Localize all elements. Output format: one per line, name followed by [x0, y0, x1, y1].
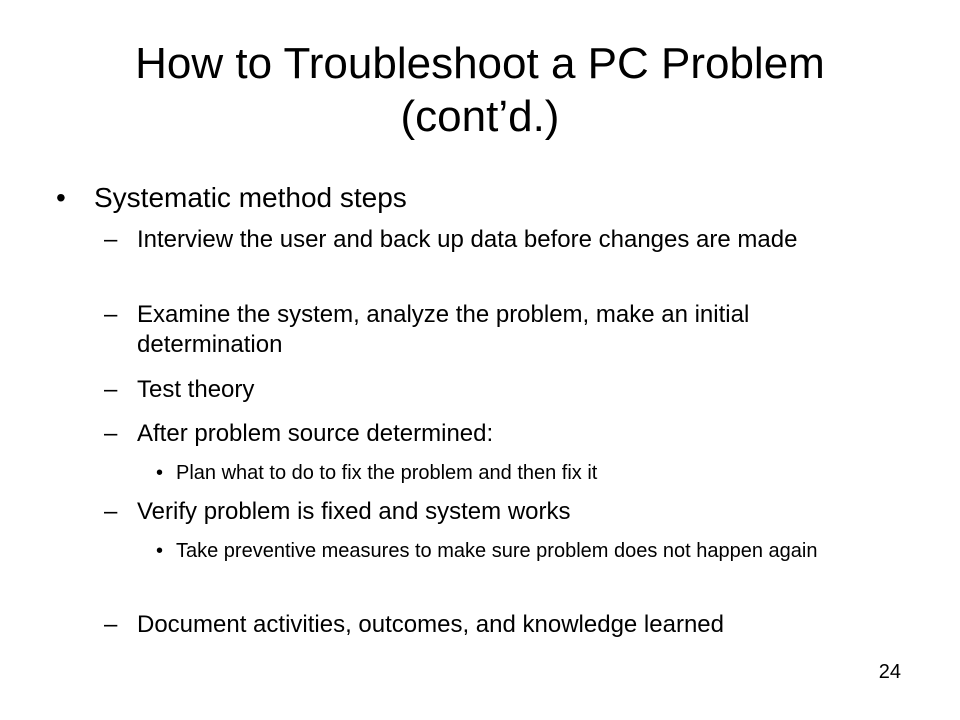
page-number: 24 [878, 661, 901, 683]
step-text: Test theory [137, 376, 255, 403]
step-text: Interview the user and back up data before changes are made [137, 226, 798, 253]
bullet-marker: • [56, 182, 66, 213]
slide-title [60, 37, 900, 143]
dash-marker: – [104, 611, 118, 638]
sub-bullet-marker: • [156, 462, 164, 484]
step-text: Verify problem is fixed and system works [137, 498, 571, 525]
step-text: After problem source determined: [137, 420, 494, 447]
slide-title-line2: (cont’d.) [400, 92, 560, 141]
main-bullet-text: Systematic method steps [94, 182, 407, 213]
dash-marker: – [104, 498, 118, 525]
step-text: Document activities, outcomes, and knowledge learned [137, 611, 724, 638]
dash-marker: – [104, 420, 118, 447]
dash-marker: – [104, 226, 118, 253]
sub-item-text: Take preventive measures to make sure problem does not happen again [176, 540, 818, 562]
dash-marker: – [104, 376, 118, 403]
sub-item-text: Plan what to do to fix the problem and then fix it [176, 462, 598, 484]
slide-title-line1: How to Troubleshoot a PC Problem [135, 39, 825, 88]
sub-bullet-marker: • [156, 540, 164, 562]
dash-marker: – [104, 301, 118, 328]
step-text: Examine the system, analyze the problem, make an initial determination [137, 301, 750, 358]
